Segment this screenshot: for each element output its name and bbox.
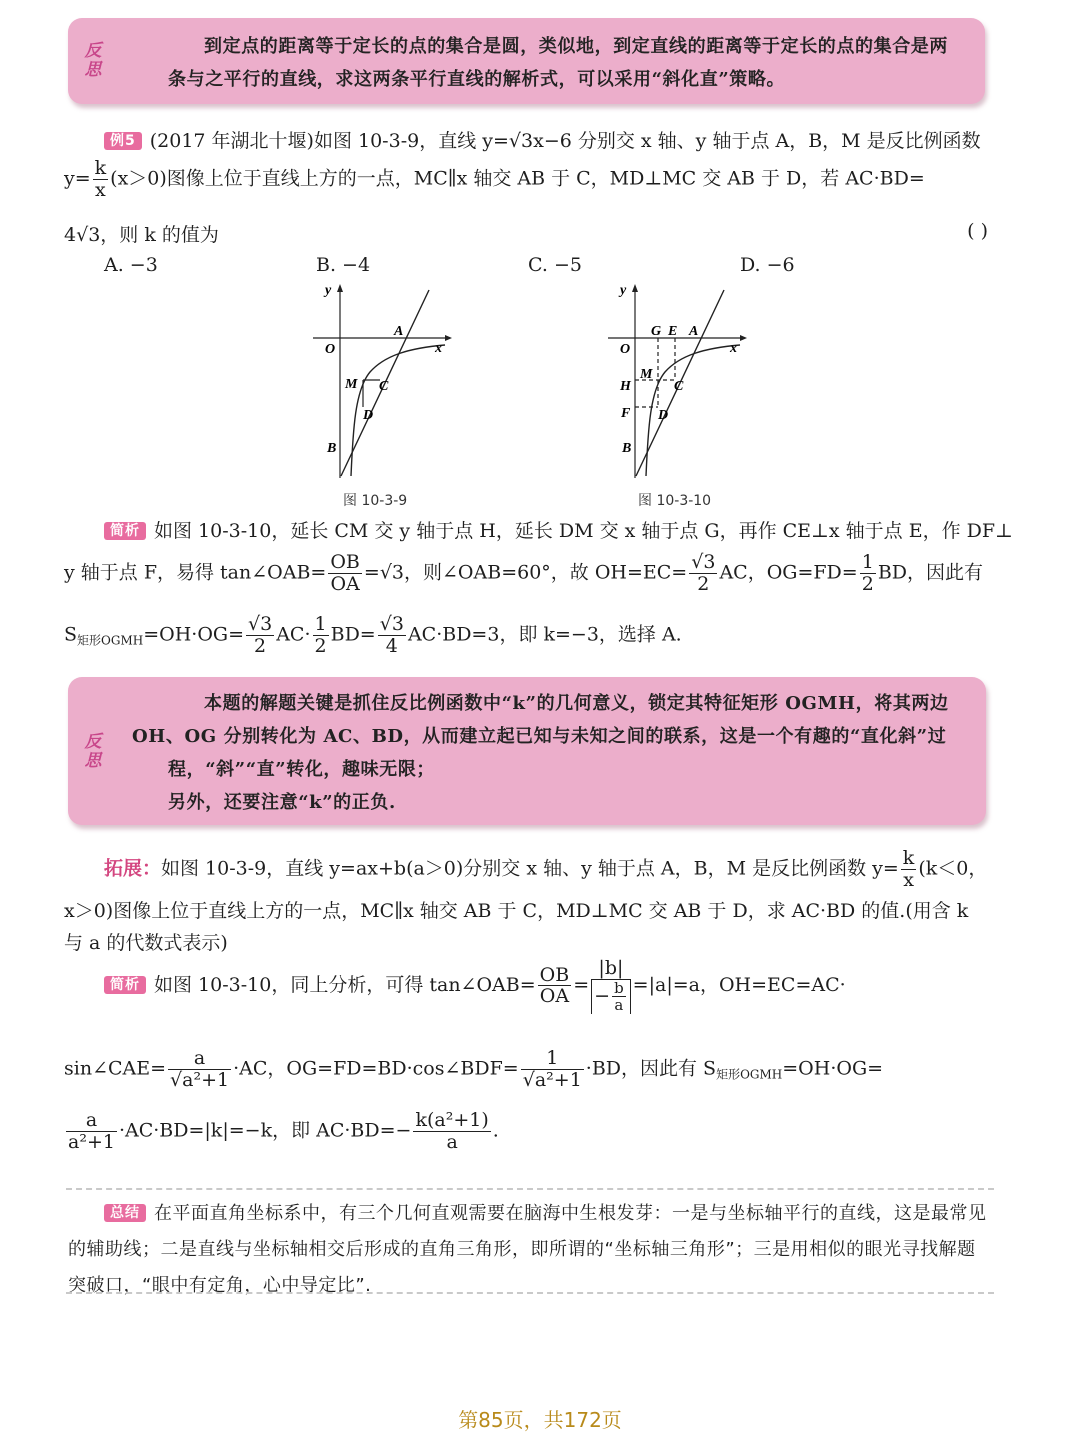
analysis-line-2 [64,552,996,595]
label-b: B [327,441,337,456]
analysis-text: ·AC，OG=FD=BD·cos∠BDF= [233,1057,519,1080]
fraction-ob-oa [538,965,572,1008]
fraction-k-expr-over-a [413,1110,490,1153]
analysis-line-3 [64,614,996,657]
numerator: √3 [379,613,404,635]
reflection-line: 到定点的距离等于定长的点的集合是圆，类似地，到定直线的距离等于定长的点的集合是两 [204,36,948,57]
analysis-text: y 轴于点 F，易得 tan∠OAB= [64,561,327,584]
analysis-text: ，则∠OAB=60°，故 OH=EC= [404,561,688,584]
subscript: 矩形OGMH [77,633,144,648]
fraction-ob-oa [328,552,362,595]
example-text: (x＞0)图像上位于直线上方的一点，MC∥x 轴交 AB 于 C，MD⊥MC 交 AB 于 D，若 AC·BD= [110,167,925,190]
numerator: a [66,1110,117,1132]
label-o: O [620,342,631,357]
numerator: a [168,1048,231,1070]
fraction-abs-b-over-b-a [591,958,631,1014]
summary-text: 在平面直角坐标系中，有三个几何直观需要在脑海中生根发芽：一是与坐标轴平行的直线，这是最常见的辅助线；二是直线与坐标轴相交后形成的直角三角形，即所谓的“坐标轴三角形”；三是用相似的眼光寻找解题突破口，“眼中有定角，心中导定比”. [68,1203,987,1296]
fraction-k-over-x [901,848,917,891]
figure-caption: 图 10-3-9 [343,493,408,509]
analysis-text: 如图 10-3-10，延长 CM 交 y 轴于点 H，延长 DM 交 x 轴于点 G，再作 CE⊥x 轴于点 E，作 DF⊥ [154,520,1013,542]
label-c: C [379,379,389,394]
extension-text: x＞0)图像上位于直线上方的一点，MC∥x 轴交 AB 于 C，MD⊥MC 交 AB 于 D，求 AC·BD 的值.(用含 k [64,900,969,922]
extension-line-2 [64,896,996,923]
denominator: OA [539,985,570,1008]
reflection-box-2 [68,677,986,825]
label-x: x [435,341,442,356]
fraction-sqrt3-over-2 [246,614,274,657]
choice-b: B. −4 [316,254,371,276]
reflection-text [132,687,964,819]
numerator: b [614,978,624,997]
example-text: x−6 分别交 x 轴、y 轴于点 A，B，M 是反比例函数 [533,130,981,152]
label-a: A [689,324,699,339]
example-text: ，则 k 的值为 [100,224,219,246]
numerator: 1 [314,613,327,635]
reflection-label: 反思 [84,732,102,771]
analysis-text: AC·BD=3，即 k=−3，选择 A. [407,623,682,646]
numerator: √3 [248,613,273,635]
reflection-line: 程，“斜”“直”转化，趣味无限； [168,759,436,780]
analysis-text: BD，因此有 [877,561,984,584]
denominator: a²+1 [68,1130,115,1153]
reflection-line: 本题的解题关键是抓住反比例函数中“k”的几何意义，锁定其特征矩形 OGMH，将其两边 [204,693,949,714]
extension-text: (k＜0， [918,857,988,880]
example-line-3 [64,220,990,247]
example-tag: 例5 [104,132,142,150]
example-line-2 [64,158,990,201]
reflection-label: 反思 [84,41,102,80]
reflection-line: 另外，还要注意“k”的正负. [168,792,396,813]
page-number: 第85页，共172页 [458,1408,622,1432]
extension-line-3 [64,928,996,955]
numerator: k [94,157,107,179]
label-m: M [640,367,653,382]
figure-caption: 图 10-3-10 [638,493,712,509]
analysis-text: ·BD，因此有 S [585,1057,717,1080]
denominator: 2 [861,572,874,595]
numerator: 1 [521,1048,584,1070]
fraction-1-over-sqrt [521,1048,584,1091]
choice-d: D. −6 [740,254,795,276]
analysis-text: =|a|=a，OH=EC=AC· [632,973,846,996]
divider-top [66,1188,994,1190]
fraction-a-over-a2p1 [66,1110,117,1153]
example-line-1 [104,126,990,153]
analysis-text: 如图 10-3-10，同上分析，可得 tan∠OAB= [154,973,536,996]
answer-blank: ( ) [967,220,988,242]
fraction-1-over-2 [313,614,329,657]
analysis-text: = [363,561,380,584]
analysis-text: =OH·OG= [782,1057,884,1080]
label-h: H [620,379,631,394]
numerator: √3 [691,551,716,573]
sqrt-3: √3 [508,130,534,152]
fraction-b-over-a [612,980,626,1014]
analysis2-line-2 [64,1048,996,1091]
label-y: y [620,283,627,298]
numerator: |b| [591,958,631,980]
label-x: x [730,341,737,356]
numerator: k(a²+1) [415,1109,489,1131]
denominator: x [903,868,914,891]
y-axis-arrow [337,284,343,292]
analysis-text: BD= [330,623,376,646]
label-d: D [658,408,669,423]
analysis-text: . [492,1119,499,1142]
minus-sign: − [594,984,611,1007]
fraction-1-over-2 [860,552,876,595]
example-source: (2017 年湖北十堰) [149,130,314,152]
analysis2-line-3 [64,1110,996,1153]
x-axis-arrow [445,335,452,341]
analysis-text: AC，OG=FD= [719,561,858,584]
extension-text: 如图 10-3-9，直线 y=ax+b(a＞0)分别交 x 轴、y 轴于点 A，B，M 是反比例函数 y= [161,857,899,880]
analysis-text: =OH·OG= [143,623,244,646]
analysis-tag: 简析 [104,522,146,540]
label-y: y [325,283,332,298]
reflection-text [168,30,963,96]
label-g: G [651,324,662,339]
fraction-sqrt3-over-4 [378,614,406,657]
sqrt-3: √3 [379,561,405,584]
label-m: M [345,377,358,392]
label-a: A [394,324,404,339]
example-text: y= [64,167,91,190]
denominator: 2 [314,634,327,657]
y-axis-arrow [632,284,638,292]
divider-bottom [66,1292,994,1294]
extension-text: 与 a 的代数式表示) [64,932,228,954]
denominator: OA [330,572,360,595]
denominator: 2 [254,634,267,657]
figure-10-3-9 [305,280,455,480]
denominator: a [446,1130,458,1153]
analysis-tag: 简析 [104,976,146,994]
denominator: x [95,178,106,201]
label-d: D [363,408,374,423]
denominator: √a²+1 [522,1068,582,1091]
label-c: C [674,379,684,394]
choice-c: C. −5 [528,254,582,276]
label-f: F [621,406,631,421]
fraction-sqrt3-over-2 [689,552,717,595]
choice-a: A. −3 [104,254,158,276]
denominator: 4 [385,634,398,657]
reflection-line: OH、OG 分别转化为 AC、BD，从而建立起已知与未知之间的联系，这是一个有趣的“直化斜”过 [132,726,947,747]
label-o: O [325,342,336,357]
analysis-text: AC· [276,623,311,646]
summary-block [68,1196,993,1304]
analysis-text: sin∠CAE= [64,1057,167,1080]
denominator: a [614,996,624,1015]
reflection-line: 条与之平行的直线，求这两条平行直线的解析式，可以采用“斜化直”策略。 [168,69,786,90]
reflection-box-1 [68,18,985,104]
fraction-k-over-x [93,158,109,201]
subscript: 矩形OGMH [716,1067,783,1082]
summary-tag: 总结 [104,1204,146,1222]
extension-label: 拓展： [104,857,162,880]
example-text: 4 [64,224,77,246]
numerator: k [902,847,915,869]
figure-10-3-10 [600,280,750,480]
x-axis-arrow [740,335,747,341]
analysis-text: S [64,623,78,646]
example-text: 如图 10-3-9，直线 y= [313,130,509,152]
label-e: E [668,324,678,339]
analysis-text: ·AC·BD=|k|=−k，即 AC·BD=− [118,1119,412,1142]
extension-line-1 [104,848,996,891]
numerator: 1 [861,551,874,573]
analysis-line-1 [104,516,1013,543]
numerator: OB [539,963,570,986]
denominator: 2 [697,572,710,595]
fraction-a-over-sqrt [168,1048,231,1091]
denominator: √a²+1 [170,1068,230,1091]
sqrt-3: √3 [76,224,101,246]
denominator [591,980,631,1014]
numerator: OB [330,551,360,573]
analysis2-line-1: 简析 如图 10-3-10，同上分析，可得 tan∠OAB= $\frac{OB}{OA}$ = |b| − $\frac{b}{a}$ =|a|=a，OH=EC=AC· [104,958,996,1014]
label-b: B [622,441,632,456]
